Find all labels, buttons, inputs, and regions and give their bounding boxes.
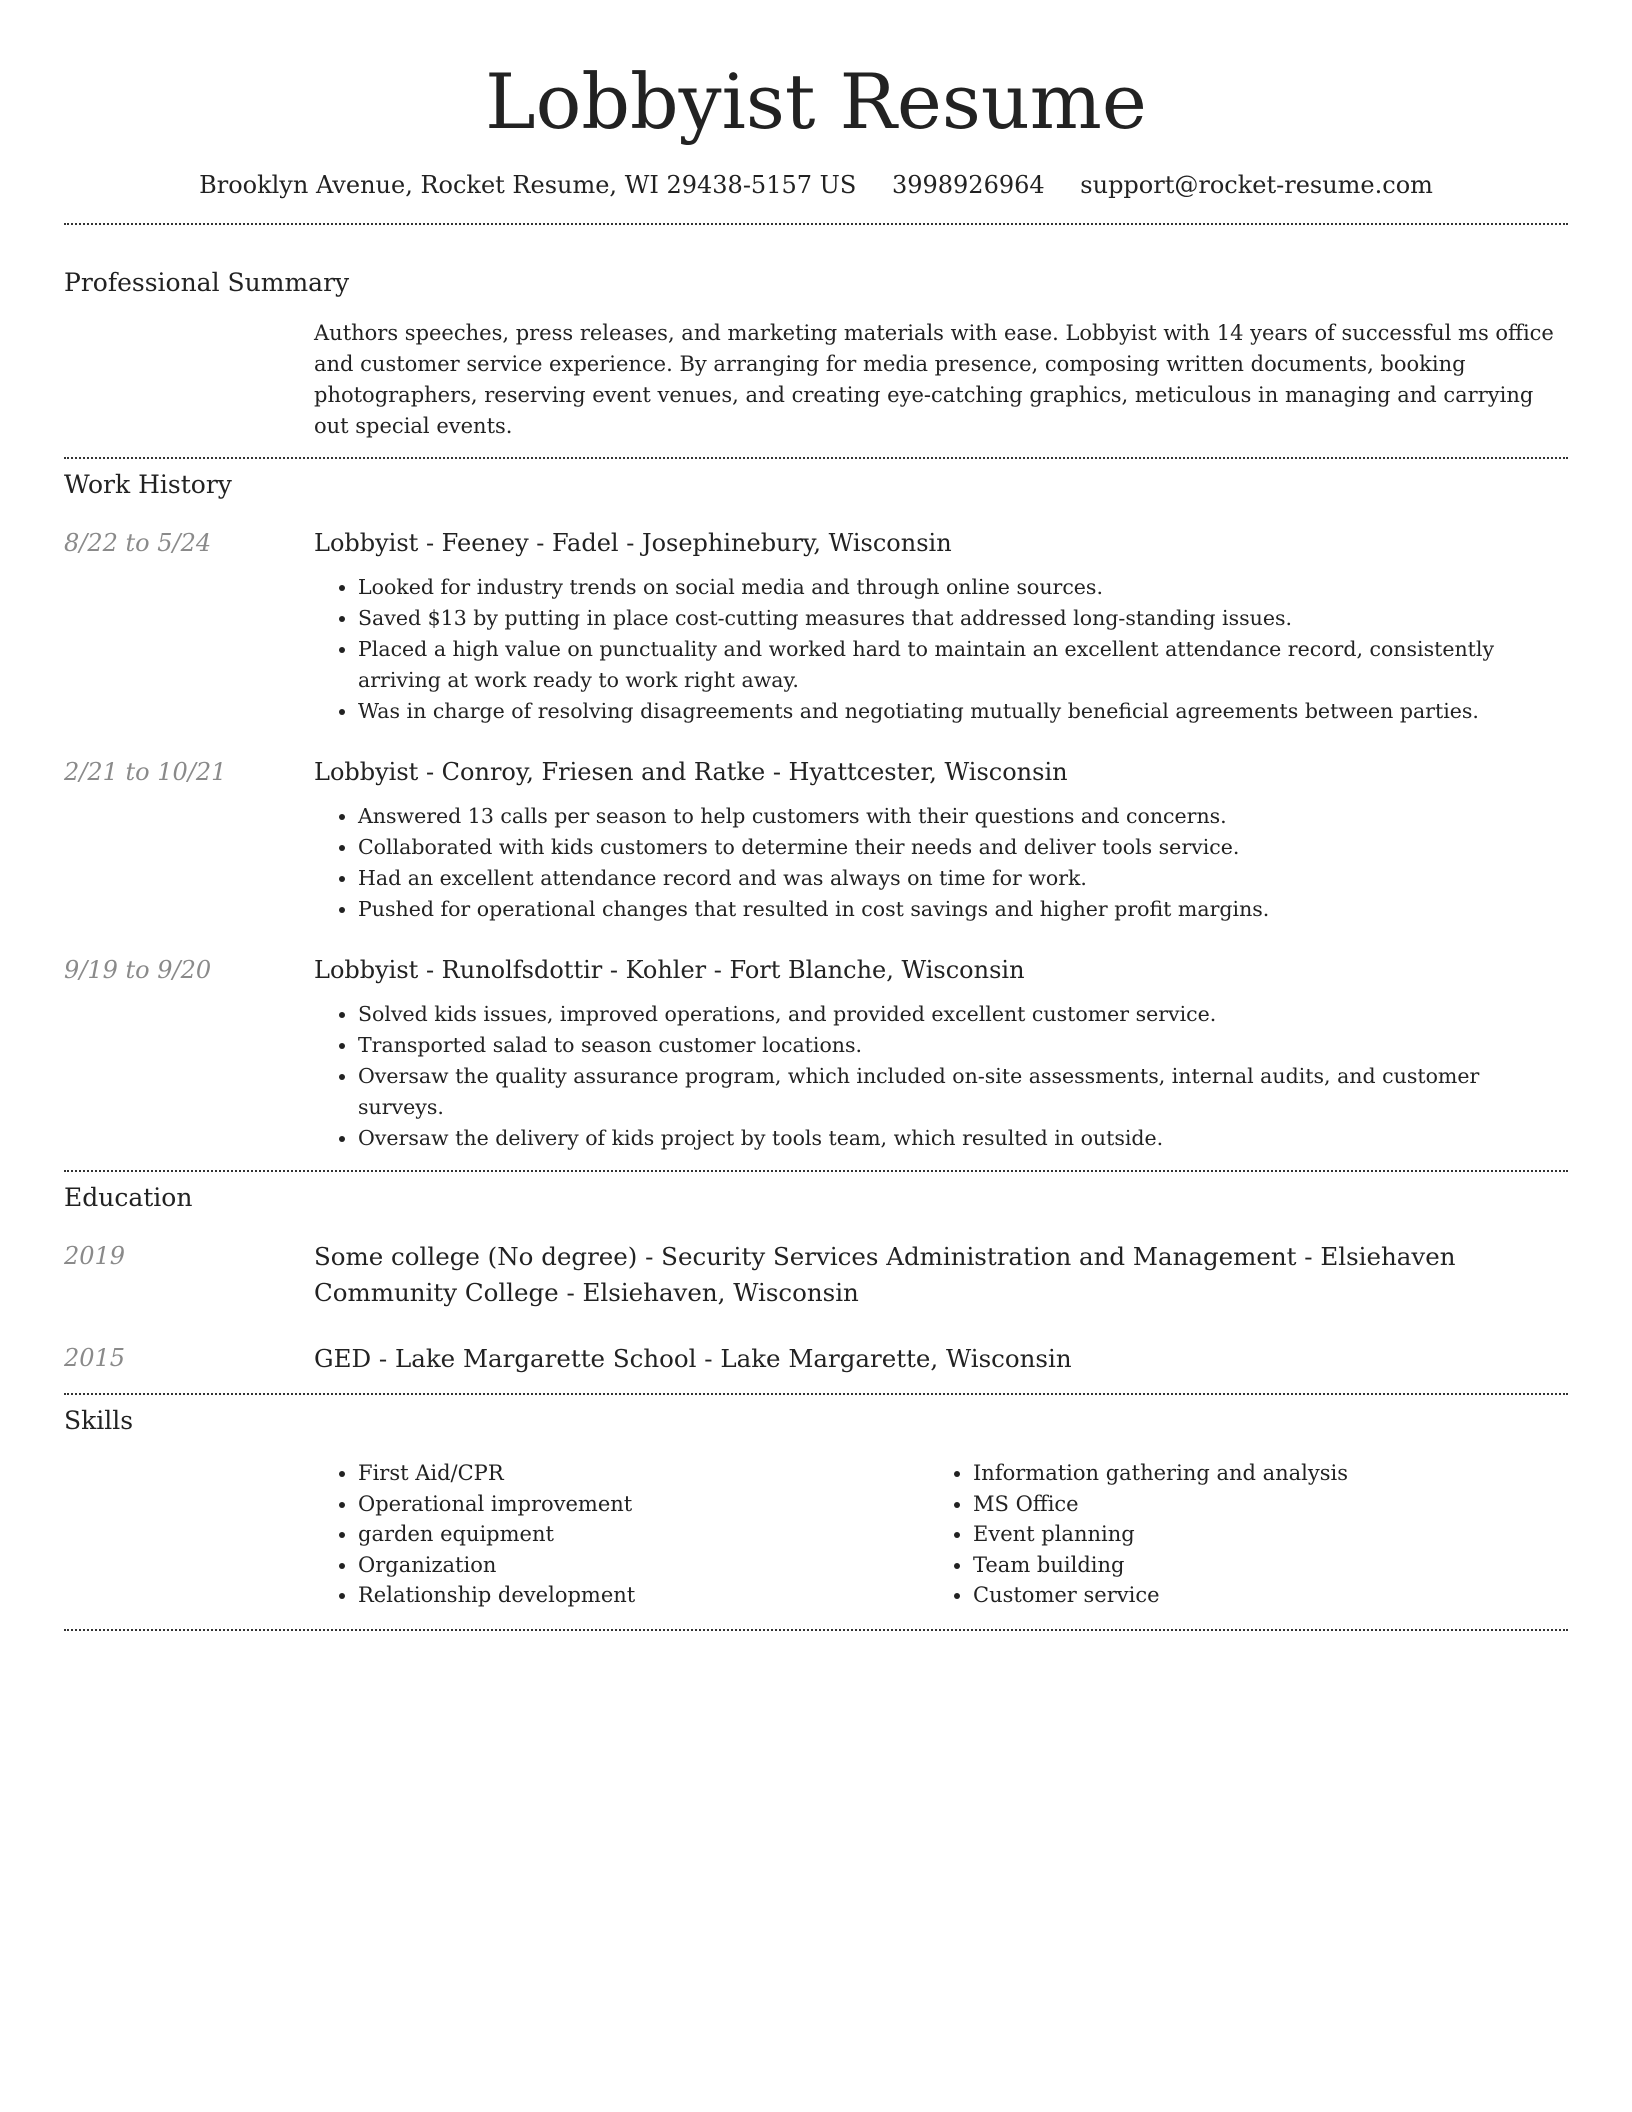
job-entry <box>64 755 1568 925</box>
education-year: 2019 <box>64 1242 126 1270</box>
job-entry <box>64 526 1568 727</box>
education-year: 2015 <box>64 1344 126 1372</box>
job-dates: 2/21 to 10/21 <box>64 758 227 786</box>
contact-address: Brooklyn Avenue, Rocket Resume, WI 29438-5157 US <box>199 171 857 199</box>
divider <box>64 1170 1568 1172</box>
contact-email: support@rocket-resume.com <box>1080 171 1433 199</box>
skills-list-left <box>314 1458 929 1611</box>
job-dates: 8/22 to 5/24 <box>64 529 212 557</box>
skill-item: • Team building <box>973 1550 1544 1581</box>
list-item: • Answered 13 calls per season to help customers with their questions and concerns. <box>358 801 1568 832</box>
resume-page <box>64 0 1568 1631</box>
list-item: • Solved kids issues, improved operations, and provided excellent customer service. <box>358 999 1568 1030</box>
skill-item: • First Aid/CPR <box>358 1458 929 1489</box>
list-item: • Was in charge of resolving disagreements and negotiating mutually beneficial agreements between parties. <box>358 696 1568 727</box>
job-title: Lobbyist - Feeney - Fadel - Josephinebury, Wisconsin <box>314 529 952 557</box>
divider <box>64 1629 1568 1631</box>
list-item: • Collaborated with kids customers to determine their needs and deliver tools service. <box>358 832 1568 863</box>
skill-item: • Event planning <box>973 1519 1544 1550</box>
resume-title: Lobbyist Resume <box>485 57 1147 146</box>
summary-section <box>64 266 1568 442</box>
job-entry <box>64 953 1568 1154</box>
education-title: GED - Lake Margarette School - Lake Margarette, Wisconsin <box>314 1344 1072 1373</box>
skill-item: • Operational improvement <box>358 1489 929 1520</box>
skill-item: • Relationship development <box>358 1580 929 1611</box>
list-item: • Placed a high value on punctuality and worked hard to maintain an excellent attendance record, consistently arriving at work ready to work right away. <box>358 634 1568 696</box>
section-heading-summary: Professional Summary <box>64 268 350 297</box>
list-item: • Oversaw the delivery of kids project by tools team, which resulted in outside. <box>358 1123 1568 1154</box>
list-item: • Pushed for operational changes that resulted in cost savings and higher profit margins. <box>358 894 1568 925</box>
skills-grid <box>314 1458 1568 1611</box>
education-entry <box>64 1239 1568 1311</box>
skill-item: • MS Office <box>973 1489 1544 1520</box>
education-entry <box>64 1341 1568 1377</box>
list-item: • Looked for industry trends on social media and through online sources. <box>358 572 1568 603</box>
list-item: • Oversaw the quality assurance program, which included on-site assessments, internal audits, and customer surveys. <box>358 1061 1568 1123</box>
skills-list-right <box>929 1458 1544 1611</box>
job-bullets <box>314 801 1568 925</box>
section-heading-skills: Skills <box>64 1406 134 1435</box>
education-title: Some college (No degree) - Security Services Administration and Management - Elsiehaven Community College - Elsiehaven, Wisconsin <box>314 1242 1456 1307</box>
list-item: • Had an excellent attendance record and was always on time for work. <box>358 863 1568 894</box>
list-item: • Transported salad to season customer locations. <box>358 1030 1568 1061</box>
divider <box>64 1393 1568 1395</box>
skill-item: • Customer service <box>973 1580 1544 1611</box>
job-title: Lobbyist - Conroy, Friesen and Ratke - Hyattcester, Wisconsin <box>314 758 1068 786</box>
section-heading-work-history: Work History <box>64 470 232 499</box>
education-section <box>64 1181 1568 1377</box>
work-history-section <box>64 468 1568 1154</box>
divider <box>64 457 1568 459</box>
section-heading-education: Education <box>64 1183 193 1212</box>
skill-item: • garden equipment <box>358 1519 929 1550</box>
skills-section <box>64 1404 1568 1611</box>
divider <box>64 223 1568 225</box>
contact-line <box>64 168 1568 202</box>
skill-item: • Organization <box>358 1550 929 1581</box>
job-bullets <box>314 999 1568 1154</box>
job-bullets <box>314 572 1568 727</box>
summary-text: Authors speeches, press releases, and marketing materials with ease. Lobbyist with 14 years of successful ms office and customer service experience. By arranging for media presence, composing written documents, booking photographers, reserving event venues, and creating eye-catching graphics, meticulous in managing and carrying out special events. <box>314 321 1554 438</box>
skill-item: • Information gathering and analysis <box>973 1458 1544 1489</box>
list-item: • Saved $13 by putting in place cost-cutting measures that addressed long-standing issues. <box>358 603 1568 634</box>
job-dates: 9/19 to 9/20 <box>64 956 212 984</box>
job-title: Lobbyist - Runolfsdottir - Kohler - Fort Blanche, Wisconsin <box>314 956 1025 984</box>
contact-phone: 3998926964 <box>891 171 1045 199</box>
